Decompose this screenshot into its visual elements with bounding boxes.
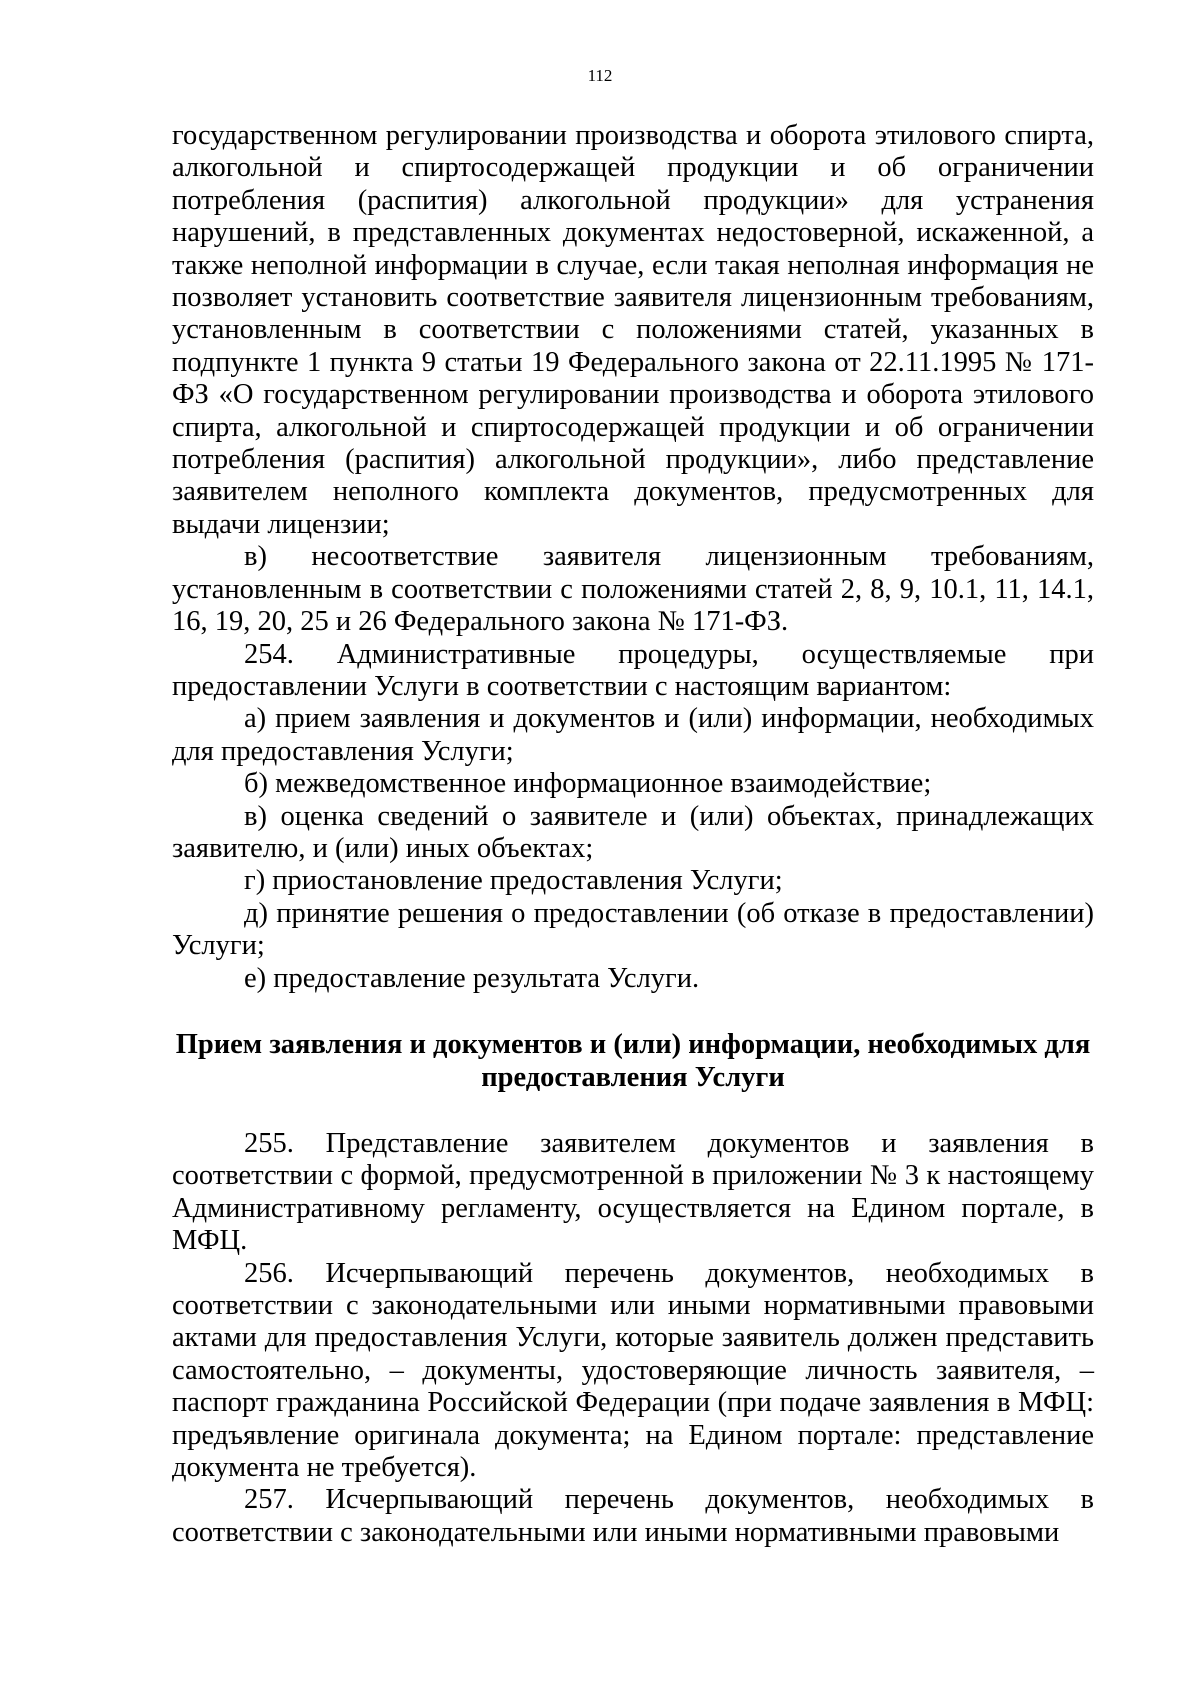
page-number: 112 <box>587 66 613 85</box>
paragraph-256: 256. Исчерпывающий перечень документов, необходимых в соответствии с законодательными или иными нормативными правовыми актами для предоставления Услуги, которые заявитель должен представить самостоятельно, – документы, удостоверяющие личность заявителя, – паспорт гражданина Российской Федерации (при подаче заявления в МФЦ: предъявление оригинала документа; на Едином портале: представление документа не требуется). <box>172 1257 1094 1484</box>
paragraph-continuation: государственном регулировании производства и оборота этилового спирта, алкогольной и спиртосодержащей продукции и об ограничении потребления (распития) алкогольной продукции» для устранения нарушений, в представленных документах недостоверной, искаженной, а также неполной информации в случае, если такая неполная информация не позволяет установить соответствие заявителя лицензионным требованиям, установленным в соответствии с положениями статей, указанных в подпункте 1 пункта 9 статьи 19 Федерального закона от 22.11.1995 № 171-ФЗ «О государственном регулировании производства и оборота этилового спирта, алкогольной и спиртосодержащей продукции и об ограничении потребления (распития) алкогольной продукции», либо представление заявителем неполного комплекта документов, предусмотренных для выдачи лицензии; <box>172 120 1094 540</box>
paragraph-item-v-noncompliance: в) несоответствие заявителя лицензионным требованиям, установленным в соответствии с положениями статей 2, 8, 9, 10.1, 11, 14.1, 16, 19, 20, 25 и 26 Федерального закона № 171-ФЗ. <box>172 541 1094 638</box>
section-heading: Прием заявления и документов и (или) информации, необходимых для предоставления Услуги <box>175 1028 1091 1093</box>
list-item-b: б) межведомственное информационное взаимодействие; <box>244 768 932 800</box>
paragraph-255: 255. Представление заявителем документов и заявления в соответствии с формой, предусмотренной в приложении № 3 к настоящему Административному регламенту, осуществляется на Едином портале, в МФЦ. <box>172 1127 1094 1257</box>
document-body <box>172 120 1094 1549</box>
paragraph-257: 257. Исчерпывающий перечень документов, необходимых в соответствии с законодательными или иными нормативными правовыми <box>172 1484 1094 1548</box>
list-item-a: а) прием заявления и документов и (или) информации, необходимых для предоставления Услуги; <box>172 703 1094 767</box>
paragraph-254: 254. Административные процедуры, осуществляемые при предоставлении Услуги в соответствии с настоящим вариантом: <box>172 638 1094 702</box>
list-item-d: д) принятие решения о предоставлении (об отказе в предоставлении) Услуги; <box>172 897 1094 962</box>
list-item-v: в) оценка сведений о заявителе и (или) объектах, принадлежащих заявителю, и (или) иных объектах; <box>172 800 1094 864</box>
list-item-g: г) приостановление предоставления Услуги; <box>244 865 783 897</box>
list-item-e: е) предоставление результата Услуги. <box>244 962 700 994</box>
